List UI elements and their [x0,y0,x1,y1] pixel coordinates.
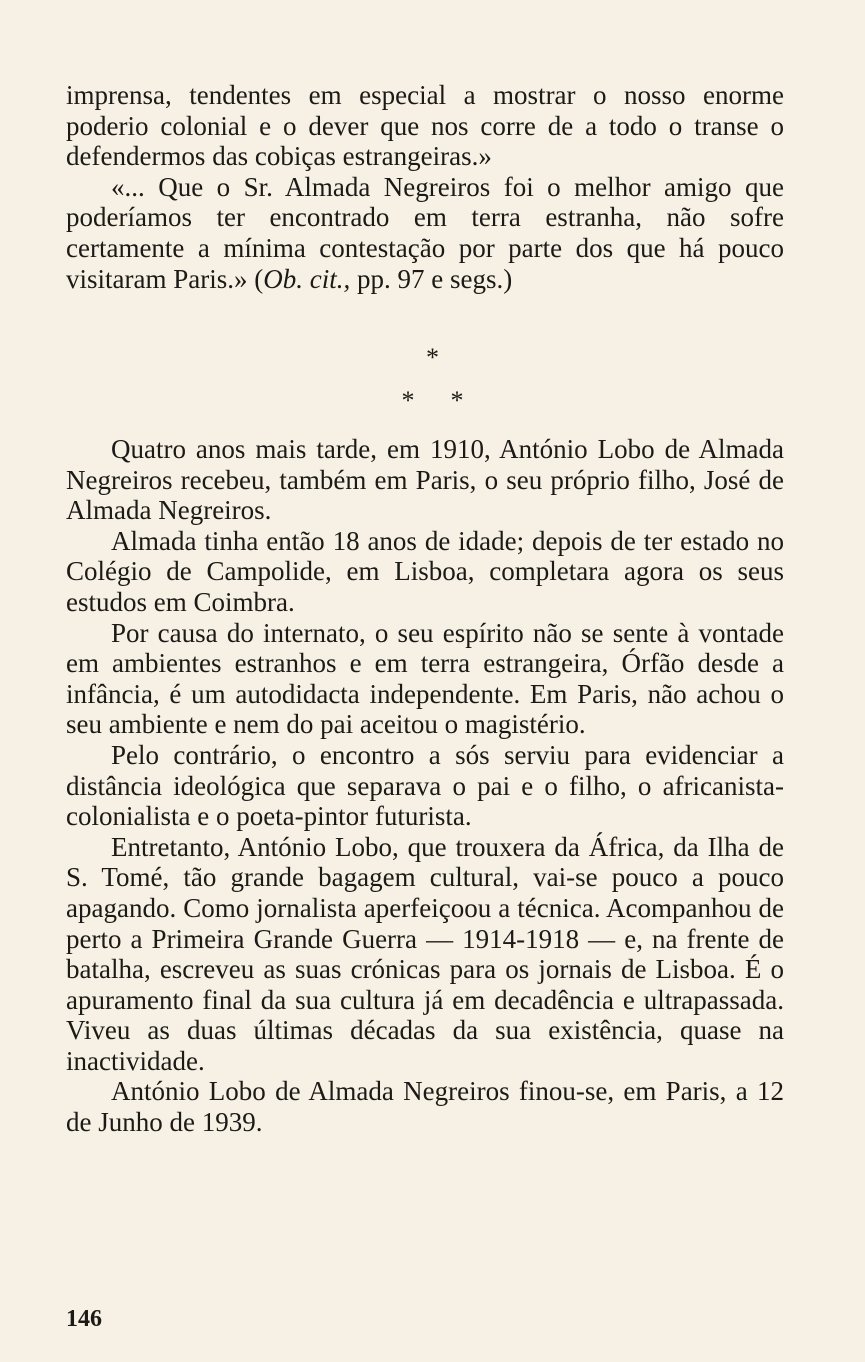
top-text-block [66,80,784,294]
section-break-top [0,345,865,371]
paragraph-3: Por causa do internato, o seu espírito não se sente à vontade em ambientes estranhos e em terra estrangeira, Órfão desde a infância, é um autodidacta independente. Em Paris, não achou o seu ambiente e nem do pai aceitou o magistério. [66,617,784,740]
paragraph-quote [66,172,784,294]
page-number: 146 [66,1306,102,1332]
paragraph-6: António Lobo de Almada Negreiros finou-se, em Paris, a 12 de Junho de 1939. [66,1076,784,1138]
main-text-block [66,434,784,1138]
paragraph-4: Pelo contrário, o encontro a sós serviu para evidenciar a distância ideológica que separava o pai e o filho, o africanista-colonialista e o poeta-pintor futurista. [66,739,784,832]
asterisk-bottom-left: * [401,386,415,415]
citation-work: Ob. cit., [263,263,351,294]
asterisk-bottom-right: * [450,386,464,415]
citation-pages: pp. 97 e segs.) [350,263,513,294]
paragraph-2: Almada tinha então 18 anos de idade; depois de ter estado no Colégio de Campolide, em Lisboa, completara agora os seus estudos em Coimbra. [66,525,784,617]
quote-text: «... Que o Sr. Almada Negreiros foi o melhor amigo que poderíamos ter encontrado em terra estranha, não sofre certamente a mínima contestação por parte dos que há pouco visitaram Paris.» ( [66,171,784,294]
section-break-bottom [0,388,865,414]
paragraph-5: Entretanto, António Lobo, que trouxera da África, da Ilha de S. Tomé, tão grande bagagem cultural, vai-se pouco a pouco apagando. Como jornalista aperfeiçoou a técnica. Acompanhou de perto a Primeira Grande Guerra — 1914-1918 — e, na frente de batalha, escreveu as suas crónicas para os jornais de Lisboa. É o apuramento final da sua cultura já em decadência e ultrapassada. Viveu as duas últimas décadas da sua existência, quase na inactividade. [66,831,784,1076]
paragraph-continued: imprensa, tendentes em especial a mostrar o nosso enorme poderio colonial e o dever que nos corre de a todo o transe o defendermos das cobiças estrangeiras.» [66,80,784,172]
paragraph-1: Quatro anos mais tarde, em 1910, António Lobo de Almada Negreiros recebeu, também em Paris, o seu próprio filho, José de Almada Negreiros. [66,434,784,526]
asterisk-top: * [426,343,439,372]
